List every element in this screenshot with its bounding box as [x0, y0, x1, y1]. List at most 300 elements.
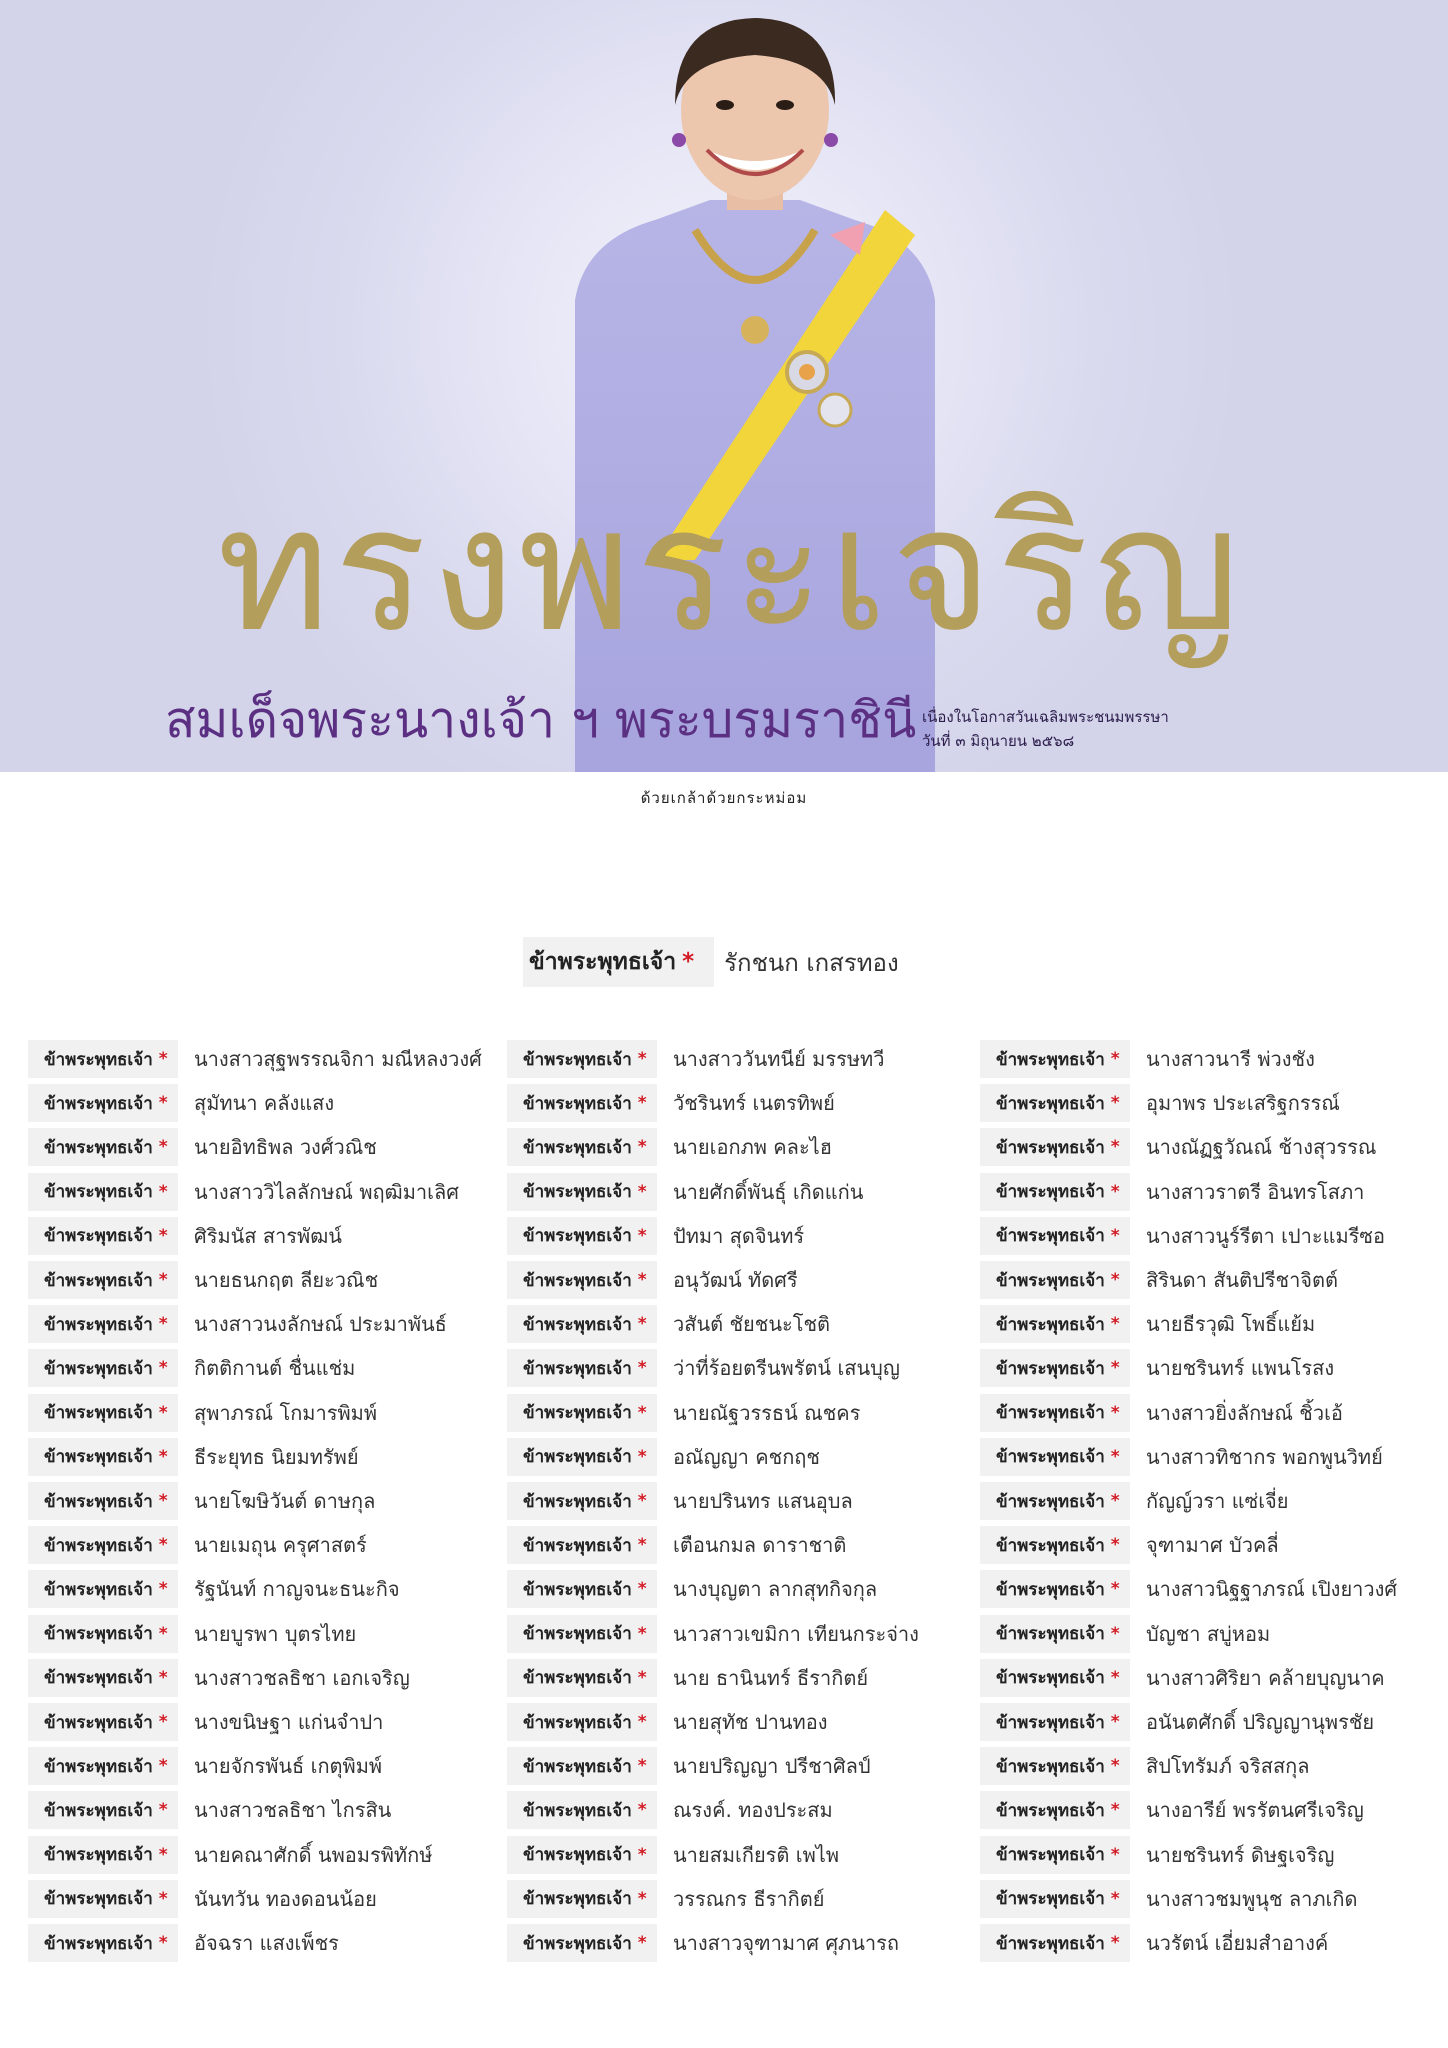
signer-name: อนุวัฒน์ ทัดศรี — [673, 1268, 798, 1292]
signature-tag — [980, 1747, 1130, 1785]
signature-entry — [507, 1261, 798, 1299]
signature-tag — [507, 1217, 657, 1255]
signature-tag — [507, 1703, 657, 1741]
asterisk: * — [1110, 1712, 1120, 1732]
asterisk: * — [1110, 1093, 1120, 1114]
signature-entry — [28, 1482, 375, 1520]
tag-label: ข้าพระพุทธเจ้า — [523, 1800, 632, 1821]
signature-tag — [28, 1659, 178, 1697]
tag-label: ข้าพระพุทธเจ้า — [996, 1889, 1105, 1910]
signature-tag — [28, 1747, 178, 1785]
signer-name: นางบุญตา ลากสุทกิจกุล — [673, 1577, 878, 1602]
asterisk: * — [1110, 1358, 1120, 1379]
signature-entry — [28, 1173, 459, 1211]
tag-label: ข้าพระพุทธเจ้า — [44, 1668, 153, 1689]
tag-label: ข้าพระพุทธเจ้า — [996, 1579, 1105, 1600]
tag-label: ข้าพระพุทธเจ้า — [523, 1889, 632, 1910]
signature-entry — [507, 1615, 919, 1653]
signer-name: วสันต์ ชัยชนะโชติ — [673, 1312, 831, 1337]
signer-name: อณัญญา คชกฤช — [673, 1444, 820, 1469]
signature-tag — [28, 1040, 178, 1078]
signer-name: นางสาวยิ่งลักษณ์ ชิ้วเอ้ — [1146, 1400, 1343, 1425]
asterisk: * — [637, 1667, 647, 1688]
signature-entry — [28, 1040, 482, 1078]
signer-name: นางอารีย์ พรรัตนศรีเจริญ — [1146, 1798, 1364, 1823]
asterisk: * — [158, 1667, 168, 1688]
signature-entry — [980, 1703, 1374, 1741]
tag-label: ข้าพระพุทธเจ้า — [996, 1270, 1105, 1291]
asterisk: * — [158, 1623, 168, 1644]
signer-name: เตือนกมล ดาราชาติ — [673, 1533, 847, 1558]
signature-tag — [980, 1659, 1130, 1697]
signature-tag — [980, 1349, 1130, 1387]
signature-tag — [980, 1217, 1130, 1255]
signature-tag — [507, 1349, 657, 1387]
asterisk: * — [158, 1579, 168, 1600]
signature-tag — [507, 1394, 657, 1432]
signer-name: นายศักดิ์พันธุ์ เกิดแก่น — [673, 1179, 864, 1204]
signature-entry — [507, 1217, 804, 1255]
tag-label: ข้าพระพุทธเจ้า — [996, 1491, 1105, 1512]
tag-label: ข้าพระพุทธเจ้า — [44, 1049, 153, 1070]
signer-name: สุมัทนา คลังแสง — [194, 1091, 335, 1116]
signature-tag — [507, 1615, 657, 1653]
asterisk: * — [1110, 1049, 1120, 1069]
signature-entry — [980, 1173, 1364, 1211]
tag-label: ข้าพระพุทธเจ้า — [996, 1182, 1105, 1203]
signer-name: นายเมถุน ครุศาสตร์ — [194, 1533, 367, 1558]
asterisk: * — [1110, 1623, 1120, 1644]
tag-label: ข้าพระพุทธเจ้า — [996, 1756, 1105, 1777]
asterisk: * — [637, 1049, 647, 1069]
signature-entry — [980, 1217, 1385, 1255]
asterisk: * — [158, 1358, 168, 1379]
signature-tag — [507, 1659, 657, 1697]
asterisk: * — [1110, 1800, 1120, 1821]
tag-label: ข้าพระพุทธเจ้า — [523, 1314, 632, 1335]
featured-signature — [523, 937, 899, 987]
signature-entry — [507, 1747, 871, 1785]
signature-entry — [28, 1659, 410, 1697]
signature-tag — [980, 1438, 1130, 1476]
signer-name: นายชรินทร์ แพนโรสง — [1146, 1356, 1335, 1381]
tag-label: ข้าพระพุทธเจ้า — [996, 1712, 1105, 1733]
signer-name: รัฐนันท์ กาญจนะธนะกิจ — [194, 1577, 400, 1602]
asterisk: * — [158, 1225, 168, 1246]
tag-label: ข้าพระพุทธเจ้า — [44, 1579, 153, 1600]
signer-name: นาย ธานินทร์ ธีรากิตย์ — [673, 1665, 869, 1690]
signer-name: นายณัฐวรรธน์ ณชคร — [673, 1400, 861, 1425]
signature-entry — [980, 1128, 1376, 1166]
signature-entry — [28, 1526, 367, 1564]
signer-name: นายปรินทร แสนอุบล — [673, 1489, 853, 1513]
signature-entry — [980, 1261, 1338, 1299]
signer-name: สิรินดา สันติปรีชาจิตต์ — [1146, 1268, 1339, 1292]
signature-tag — [28, 1217, 178, 1255]
tag-label: ข้าพระพุทธเจ้า — [996, 1933, 1105, 1954]
asterisk: * — [637, 1800, 647, 1821]
asterisk: * — [1110, 1491, 1120, 1511]
signer-name: รักชนก เกสรทอง — [724, 948, 899, 977]
signature-tag — [28, 1880, 178, 1918]
tag-label: ข้าพระพุทธเจ้า — [44, 1845, 153, 1866]
asterisk: * — [1110, 1181, 1120, 1202]
tag-label: ข้าพระพุทธเจ้า — [523, 1933, 632, 1954]
signature-entry — [980, 1349, 1334, 1387]
signature-entry — [980, 1438, 1383, 1476]
signature-entry — [507, 1659, 868, 1697]
signature-tag — [980, 1880, 1130, 1918]
signer-name: นางสาววิไลลักษณ์ พฤฒิมาเลิศ — [194, 1179, 459, 1204]
asterisk: * — [1110, 1756, 1120, 1777]
signature-tag — [507, 1084, 657, 1122]
tag-label: ข้าพระพุทธเจ้า — [523, 1093, 632, 1114]
tag-label: ข้าพระพุทธเจ้า — [44, 1800, 153, 1821]
asterisk: * — [158, 1800, 168, 1821]
signer-name: นางสาวชลธิชา เอกเจริญ — [194, 1665, 410, 1690]
signature-entry — [980, 1880, 1357, 1918]
signature-entry — [28, 1747, 382, 1785]
subline: สมเด็จพระนางเจ้า ฯ พระบรมราชินี — [165, 691, 917, 749]
tag-label: ข้าพระพุทธเจ้า — [44, 1491, 153, 1512]
signature-tag — [507, 1261, 657, 1299]
signature-entry — [28, 1615, 356, 1653]
asterisk: * — [158, 1844, 168, 1865]
tag-label: ข้าพระพุทธเจ้า — [523, 1668, 632, 1689]
signature-entry — [980, 1747, 1310, 1785]
tag-label: ข้าพระพุทธเจ้า — [44, 1712, 153, 1733]
asterisk: * — [637, 1270, 647, 1290]
signature-tag — [507, 1128, 657, 1166]
signature-tag — [507, 1040, 657, 1078]
tag-label: ข้าพระพุทธเจ้า — [44, 1314, 153, 1335]
signature-tag — [28, 1349, 178, 1387]
signature-entry — [980, 1570, 1397, 1608]
asterisk: * — [158, 1446, 168, 1467]
tag-label: ข้าพระพุทธเจ้า — [44, 1270, 153, 1291]
tag-label: ข้าพระพุทธเจ้า — [523, 1756, 632, 1777]
signer-name: นางสาวจุฑามาศ ศุภนารถ — [673, 1931, 899, 1955]
signer-name: กัญญ์วรา แซ่เจี่ย — [1146, 1489, 1289, 1513]
signature-tag — [28, 1261, 178, 1299]
tag-label: ข้าพระพุทธเจ้า — [44, 1756, 153, 1777]
asterisk: * — [637, 1712, 647, 1732]
asterisk: * — [1110, 1933, 1120, 1953]
signature-tag — [980, 1482, 1130, 1520]
signature-tag — [980, 1305, 1130, 1343]
tag-label: ข้าพระพุทธเจ้า — [523, 1270, 632, 1291]
signature-tag — [28, 1305, 178, 1343]
asterisk: * — [158, 1491, 168, 1511]
tag-label: ข้าพระพุทธเจ้า — [44, 1358, 153, 1379]
signature-tag — [28, 1570, 178, 1608]
signature-tag — [980, 1040, 1130, 1078]
signature-entry — [507, 1836, 839, 1874]
signer-name: นางณัฏฐวัณณ์ ช้างสุวรรณ — [1146, 1135, 1377, 1160]
asterisk: * — [1110, 1667, 1120, 1688]
asterisk: * — [1110, 1535, 1120, 1556]
tag-label: ข้าพระพุทธเจ้า — [996, 1447, 1105, 1468]
signature-entry — [28, 1924, 339, 1962]
signature-entry — [28, 1394, 377, 1432]
signature-tag — [28, 1526, 178, 1564]
signer-name: นายธนกฤต ลียะวณิช — [194, 1268, 379, 1292]
occasion-text — [922, 705, 1252, 753]
signer-name: นายปริญญา ปรีชาศิลป์ — [673, 1754, 871, 1779]
asterisk: * — [637, 1358, 647, 1379]
signer-name: วรรณกร ธีรากิตย์ — [673, 1886, 825, 1911]
asterisk: * — [637, 1623, 647, 1644]
asterisk: * — [1110, 1888, 1120, 1909]
signature-tag — [507, 1305, 657, 1343]
asterisk: * — [158, 1314, 168, 1335]
signature-entry — [28, 1791, 391, 1829]
signer-name: สุพาภรณ์ โกมารพิมพ์ — [194, 1400, 378, 1425]
signature-entry — [507, 1526, 846, 1564]
signature-entry — [507, 1482, 853, 1520]
signer-name: นายชรินทร์ ดิษฐเจริญ — [1146, 1842, 1335, 1867]
signature-entry — [28, 1438, 359, 1476]
signature-entry — [980, 1924, 1328, 1962]
signer-name: นายเอกภพ คละไฮ — [673, 1135, 832, 1160]
signer-name: นายโฆษิวันต์ ดาษกุล — [194, 1489, 376, 1513]
signer-name: อัจฉรา แสงเพ็ชร — [194, 1931, 339, 1955]
signer-name: นายจักรพันธ์ เกตุพิมพ์ — [194, 1754, 383, 1779]
tag-label: ข้าพระพุทธเจ้า — [44, 1182, 153, 1203]
signature-tag — [507, 1924, 657, 1962]
signer-name: นางสาวชมพูนุช ลาภเกิด — [1146, 1886, 1358, 1911]
asterisk: * — [158, 1888, 168, 1909]
tag-label: ข้าพระพุทธเจ้า — [996, 1624, 1105, 1645]
asterisk: * — [637, 1093, 647, 1114]
signer-name: นางสาวราตรี อินทรโสภา — [1146, 1179, 1365, 1204]
asterisk: * — [1110, 1844, 1120, 1865]
asterisk: * — [637, 1933, 647, 1953]
asterisk: * — [158, 1181, 168, 1202]
signer-name: นางสาวชลธิชา ไกรสิน — [194, 1798, 392, 1823]
asterisk: * — [637, 1756, 647, 1777]
asterisk: * — [158, 1049, 168, 1069]
tag-label: ข้าพระพุทธเจ้า — [523, 1447, 632, 1468]
tag-label: ข้าพระพุทธเจ้า — [44, 1447, 153, 1468]
signature-tag — [28, 1836, 178, 1874]
signer-name: นางสาวสุฐพรรณจิกา มณีหลงวงศ์ — [194, 1047, 482, 1071]
signature-entry — [28, 1261, 378, 1299]
signature-tag — [980, 1128, 1130, 1166]
signature-tag — [980, 1615, 1130, 1653]
signature-entry — [980, 1084, 1340, 1122]
tag-label: ข้าพระพุทธเจ้า — [996, 1668, 1105, 1689]
signer-name: อุมาพร ประเสริฐกรรณ์ — [1146, 1091, 1340, 1116]
signature-tag — [28, 1394, 178, 1432]
signature-tag — [507, 1438, 657, 1476]
signature-entry — [28, 1084, 334, 1122]
signature-tag — [980, 1084, 1130, 1122]
signature-entry — [507, 1570, 877, 1608]
signer-name: นางสาวนงลักษณ์ ประมาพันธ์ — [194, 1312, 447, 1337]
tag-label: ข้าพระพุทธเจ้า — [996, 1845, 1105, 1866]
signature-tag — [507, 1570, 657, 1608]
signature-tag — [980, 1570, 1130, 1608]
signature-entry — [980, 1615, 1270, 1653]
signer-name: จุฑามาศ บัวคลี่ — [1146, 1533, 1279, 1558]
tag-label: ข้าพระพุทธเจ้า — [996, 1137, 1105, 1158]
signature-entry — [507, 1084, 835, 1122]
signature-tag — [507, 1482, 657, 1520]
signature-tag — [28, 1615, 178, 1653]
asterisk: * — [158, 1933, 168, 1953]
asterisk: * — [1110, 1579, 1120, 1600]
signature-entry — [980, 1040, 1315, 1078]
signature-tag — [28, 1703, 178, 1741]
signer-name: นายอิทธิพล วงศ์วณิช — [194, 1135, 377, 1160]
signer-name: วัชรินทร์ เนตรทิพย์ — [673, 1091, 835, 1116]
tag-label: ข้าพระพุทธเจ้า — [44, 1933, 153, 1954]
signature-tag — [28, 1791, 178, 1829]
signature-tag — [28, 1438, 178, 1476]
signature-entry — [980, 1659, 1385, 1697]
signature-entry — [980, 1305, 1315, 1343]
asterisk: * — [1110, 1314, 1120, 1335]
signature-entry — [507, 1438, 820, 1476]
signature-tag — [507, 1880, 657, 1918]
signature-tag — [28, 1128, 178, 1166]
signer-name: นายสมเกียรติ เพไพ — [673, 1842, 840, 1867]
asterisk: * — [637, 1446, 647, 1467]
tribute-banner — [0, 0, 1448, 772]
signer-name: ว่าที่ร้อยตรีนพรัตน์ เสนบุญ — [673, 1356, 900, 1381]
asterisk: * — [682, 949, 695, 975]
signature-entry — [28, 1349, 355, 1387]
signer-name: นาวสาวเขมิกา เทียนกระจ่าง — [673, 1621, 919, 1646]
tag-label: ข้าพระพุทธเจ้า — [523, 1491, 632, 1512]
occasion-date: วันที่ ๓ มิถุนายน ๒๕๖๘ — [922, 732, 1075, 750]
asterisk: * — [637, 1402, 647, 1423]
signer-name: นางสาวนารี พ่วงชัง — [1146, 1047, 1315, 1071]
signature-entry — [507, 1305, 830, 1343]
signature-tag — [980, 1526, 1130, 1564]
tag-label: ข้าพระพุทธเจ้า — [44, 1137, 153, 1158]
tag-label: ข้าพระพุทธเจ้า — [523, 1579, 632, 1600]
signature-entry — [980, 1482, 1289, 1520]
tag-label: ข้าพระพุทธเจ้า — [523, 1845, 632, 1866]
tag-label: ข้าพระพุทธเจ้า — [523, 1535, 632, 1556]
tag-label: ข้าพระพุทธเจ้า — [996, 1403, 1105, 1424]
tag-label: ข้าพระพุทธเจ้า — [529, 949, 677, 975]
signer-name: นางสาวศิริยา คล้ายบุญนาค — [1146, 1665, 1385, 1690]
signature-entry — [28, 1570, 400, 1608]
tag-label: ข้าพระพุทธเจ้า — [996, 1226, 1105, 1247]
signature-entry — [507, 1128, 832, 1166]
tag-label: ข้าพระพุทธเจ้า — [996, 1358, 1105, 1379]
tag-label: ข้าพระพุทธเจ้า — [523, 1712, 632, 1733]
signer-name: กิตติกานต์ ชื่นแช่ม — [194, 1356, 356, 1381]
signature-tag — [980, 1173, 1130, 1211]
tag-label: ข้าพระพุทธเจ้า — [523, 1358, 632, 1379]
signature-tag — [507, 1173, 657, 1211]
caption: ด้วยเกล้าด้วยกระหม่อม — [640, 789, 808, 807]
asterisk: * — [1110, 1225, 1120, 1246]
signature-entry — [507, 1394, 860, 1432]
signer-name: นางสาววันทนีย์ มรรษทวี — [673, 1047, 885, 1071]
signature-entry — [980, 1526, 1279, 1564]
tag-label: ข้าพระพุทธเจ้า — [44, 1226, 153, 1247]
signature-entry — [28, 1703, 383, 1741]
signature-entry — [28, 1836, 432, 1874]
asterisk: * — [158, 1270, 168, 1290]
signer-name: นางสาวนูร์รีตา เปาะแมรีซอ — [1146, 1223, 1385, 1248]
signature-tag — [28, 1924, 178, 1962]
asterisk: * — [158, 1535, 168, 1556]
tag-label: ข้าพระพุทธเจ้า — [996, 1800, 1105, 1821]
signature-tag — [507, 1747, 657, 1785]
asterisk: * — [1110, 1270, 1120, 1290]
signer-name: นวรัตน์ เอี่ยมสำอางค์ — [1146, 1931, 1329, 1955]
signature-tag — [507, 1526, 657, 1564]
tag-label: ข้าพระพุทธเจ้า — [996, 1314, 1105, 1335]
tag-label: ข้าพระพุทธเจ้า — [523, 1049, 632, 1070]
signature-entry — [507, 1880, 824, 1918]
signature-tag — [980, 1791, 1130, 1829]
asterisk: * — [158, 1402, 168, 1423]
tag-label: ข้าพระพุทธเจ้า — [44, 1093, 153, 1114]
asterisk: * — [637, 1137, 647, 1158]
signer-name: อนันตศักดิ์ ปริญญานุพรชัย — [1146, 1710, 1375, 1734]
signature-tag — [28, 1482, 178, 1520]
signature-entry — [28, 1305, 447, 1343]
signature-entry — [507, 1791, 833, 1829]
tag-label: ข้าพระพุทธเจ้า — [996, 1049, 1105, 1070]
signer-name: นางสาวทิชากร พอกพูนวิทย์ — [1146, 1444, 1383, 1469]
tag-label: ข้าพระพุทธเจ้า — [44, 1403, 153, 1424]
tag-label: ข้าพระพุทธเจ้า — [44, 1535, 153, 1556]
signer-name: นางสาวนิฐฐาภรณ์ เปิงยาวงศ์ — [1146, 1577, 1398, 1602]
signature-entry — [980, 1836, 1334, 1874]
signature-entry — [28, 1128, 377, 1166]
signature-tag — [28, 1173, 178, 1211]
signature-entry — [507, 1924, 899, 1962]
signer-name: นายคณาศักดิ์ นพอมรพิทักษ์ — [194, 1842, 433, 1867]
tag-label: ข้าพระพุทธเจ้า — [523, 1624, 632, 1645]
tag-label: ข้าพระพุทธเจ้า — [996, 1535, 1105, 1556]
signer-name: นางขนิษฐา แก่นจำปา — [194, 1710, 384, 1734]
signer-name: บัญชา สบู่หอม — [1146, 1621, 1271, 1646]
asterisk: * — [637, 1888, 647, 1909]
tag-label: ข้าพระพุทธเจ้า — [523, 1403, 632, 1424]
signature-tag — [980, 1703, 1130, 1741]
tag-label: ข้าพระพุทธเจ้า — [44, 1889, 153, 1910]
tag-label: ข้าพระพุทธเจ้า — [523, 1182, 632, 1203]
signature-tag — [980, 1261, 1130, 1299]
signature-tag — [507, 1791, 657, 1829]
signature-entry — [980, 1394, 1343, 1432]
signer-name: ปัทมา สุดจินทร์ — [673, 1223, 805, 1248]
signature-entry — [507, 1173, 863, 1211]
asterisk: * — [158, 1712, 168, 1732]
signature-tag — [523, 937, 714, 987]
signer-name: ธีระยุทธ นิยมทรัพย์ — [194, 1444, 359, 1469]
signature-entry — [507, 1349, 900, 1387]
signer-name: สิปโทรัมภ์ จริสสกุล — [1146, 1754, 1310, 1779]
asterisk: * — [1110, 1446, 1120, 1467]
asterisk: * — [637, 1535, 647, 1556]
signature-entry — [507, 1703, 828, 1741]
signature-tag — [980, 1836, 1130, 1874]
tag-label: ข้าพระพุทธเจ้า — [523, 1137, 632, 1158]
signer-name: นายธีรวุฒิ โพธิ์แย้ม — [1146, 1312, 1316, 1337]
signer-name: ศิริมนัส สารพัฒน์ — [194, 1223, 342, 1248]
asterisk: * — [1110, 1402, 1120, 1423]
